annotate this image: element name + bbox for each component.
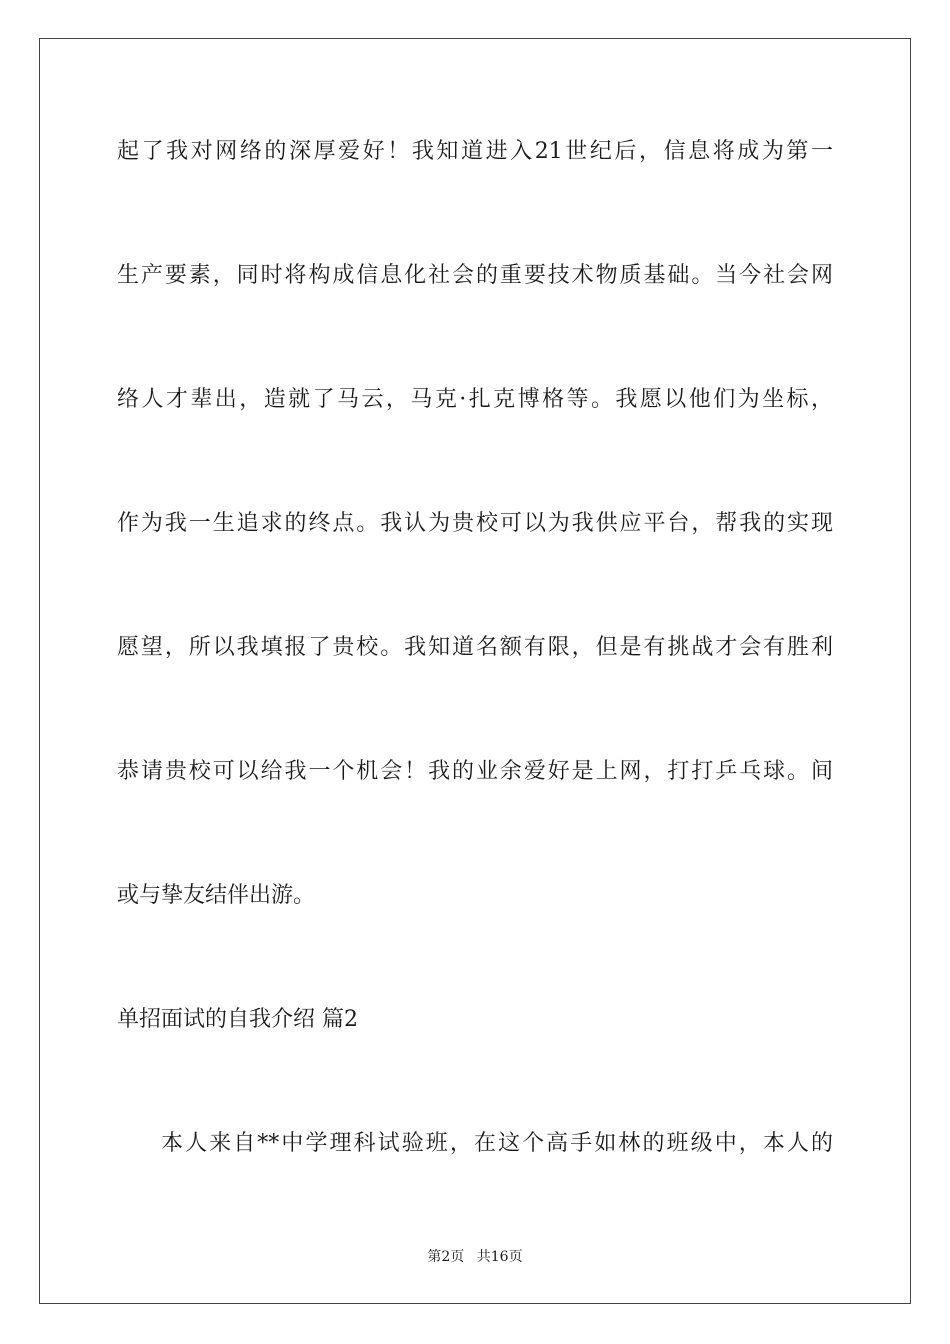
body-line-2: 生产要素，同时将构成信息化社会的重要技术物质基础。当今社会网 — [117, 263, 833, 288]
page-footer — [0, 1247, 950, 1267]
body-line-4: 作为我一生追求的终点。我认为贵校可以为我供应平台，帮我的实现 — [117, 511, 833, 536]
body-line-3: 络人才辈出，造就了马云，马克·扎克博格等。我愿以他们为坐标， — [117, 387, 833, 412]
body-line-5: 愿望，所以我填报了贵校。我知道名额有限，但是有挑战才会有胜利 — [117, 635, 833, 660]
body-line-6: 恭请贵校可以给我一个机会！我的业余爱好是上网，打打乒乓球。间 — [117, 759, 833, 784]
body-line-1: 起了我对网络的深厚爱好！我知道进入21世纪后，信息将成为第一 — [117, 139, 833, 164]
section-heading: 单招面试的自我介绍 篇2 — [117, 1007, 358, 1032]
page-number: 第2页 — [427, 1249, 465, 1265]
page-border — [39, 38, 911, 1304]
paragraph-first-line: 本人来自**中学理科试验班，在这个高手如林的班级中，本人的 — [161, 1131, 833, 1156]
body-line-7: 或与挚友结伴出游。 — [117, 883, 316, 908]
page-total: 共16页 — [476, 1249, 523, 1265]
